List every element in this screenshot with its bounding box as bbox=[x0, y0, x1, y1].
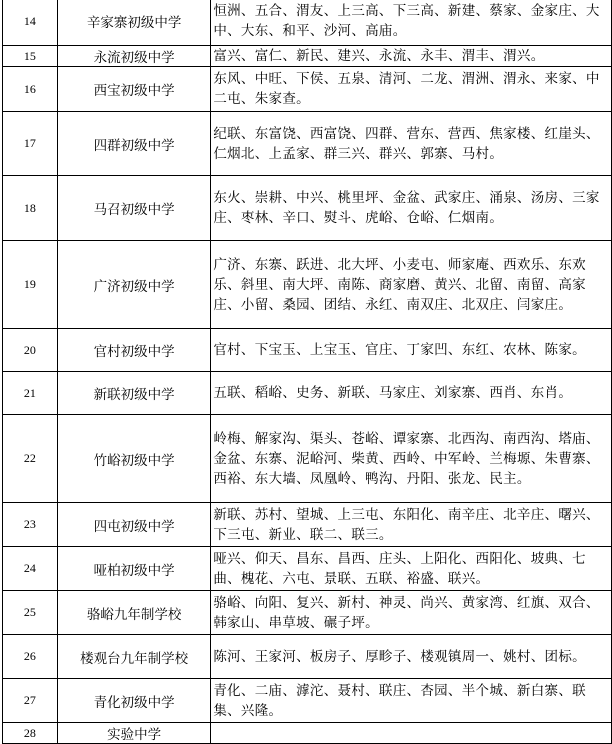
table-row bbox=[3, 0, 612, 46]
table-row bbox=[3, 591, 612, 635]
school-name: 新联初级中学 bbox=[57, 372, 210, 415]
village-list: 岭梅、解家沟、渠头、苍峪、谭家寨、北西沟、南西沟、塔庙、金盆、东寨、泥峪河、柴黄、西岭、中军岭、兰梅塬、朱曹寨、西裕、东大墙、凤凰岭、鸭沟、丹阳、张龙、民主。 bbox=[211, 415, 612, 503]
table-row bbox=[3, 635, 612, 679]
table-row bbox=[3, 67, 612, 112]
table-row bbox=[3, 112, 612, 176]
table-row bbox=[3, 723, 612, 744]
table-row bbox=[3, 547, 612, 591]
village-list: 青化、二庙、滹沱、聂村、联庄、杏园、半个城、新白寨、联集、兴隆。 bbox=[211, 679, 612, 723]
row-number: 22 bbox=[3, 415, 58, 503]
village-list: 富兴、富仁、新民、建兴、永流、永丰、渭丰、渭兴。 bbox=[211, 46, 612, 67]
table-body bbox=[3, 0, 612, 744]
school-name: 马召初级中学 bbox=[57, 176, 210, 241]
school-name: 四群初级中学 bbox=[57, 112, 210, 176]
row-number: 17 bbox=[3, 112, 58, 176]
school-name: 广济初级中学 bbox=[57, 241, 210, 329]
row-number: 26 bbox=[3, 635, 58, 679]
school-name: 竹峪初级中学 bbox=[57, 415, 210, 503]
table-row bbox=[3, 372, 612, 415]
table-row bbox=[3, 679, 612, 723]
school-name: 官村初级中学 bbox=[57, 329, 210, 372]
row-number: 15 bbox=[3, 46, 58, 67]
row-number: 14 bbox=[3, 0, 58, 46]
village-list: 东火、崇耕、中兴、桃里坪、金盆、武家庄、涌泉、汤房、三家庄、枣林、辛口、熨斗、虎峪、仓峪、仁烟南。 bbox=[211, 176, 612, 241]
row-number: 20 bbox=[3, 329, 58, 372]
school-district-table bbox=[2, 0, 612, 744]
table-row bbox=[3, 176, 612, 241]
village-list: 广济、东寨、跃进、北大坪、小麦屯、师家庵、西欢乐、东欢乐、斜里、南大坪、南陈、商家磨、黄兴、北留、南留、高家庄、小留、桑园、团结、永红、南双庄、北双庄、闫家庄。 bbox=[211, 241, 612, 329]
village-list bbox=[211, 723, 612, 744]
school-name: 实验中学 bbox=[57, 723, 210, 744]
village-list: 陈河、王家河、板房子、厚畛子、楼观镇周一、姚村、团标。 bbox=[211, 635, 612, 679]
village-list: 新联、苏村、望城、上三屯、东阳化、南辛庄、北辛庄、曙兴、下三屯、新业、联二、联三。 bbox=[211, 503, 612, 547]
row-number: 21 bbox=[3, 372, 58, 415]
village-list: 纪联、东富饶、西富饶、四群、营东、营西、焦家楼、红崖头、仁烟北、上孟家、群三兴、群兴、郭寨、马村。 bbox=[211, 112, 612, 176]
village-list: 五联、稻峪、史务、新联、马家庄、刘家寨、西肖、东肖。 bbox=[211, 372, 612, 415]
row-number: 18 bbox=[3, 176, 58, 241]
row-number: 19 bbox=[3, 241, 58, 329]
row-number: 28 bbox=[3, 723, 58, 744]
village-list: 恒洲、五合、渭友、上三高、下三高、新建、蔡家、金家庄、大中、大东、和平、沙河、高庙。 bbox=[211, 0, 612, 46]
row-number: 27 bbox=[3, 679, 58, 723]
row-number: 25 bbox=[3, 591, 58, 635]
table-row bbox=[3, 46, 612, 67]
village-list: 官村、下宝玉、上宝玉、官庄、丁家凹、东红、农林、陈家。 bbox=[211, 329, 612, 372]
school-name: 辛家寨初级中学 bbox=[57, 0, 210, 46]
school-name: 西宝初级中学 bbox=[57, 67, 210, 112]
village-list: 骆峪、向阳、复兴、新村、神灵、尚兴、黄家湾、红旗、双合、韩家山、串草坡、碾子坪。 bbox=[211, 591, 612, 635]
village-list: 哑兴、仰天、昌东、昌西、庄头、上阳化、西阳化、坡典、七曲、槐花、六屯、景联、五联、裕盛、联兴。 bbox=[211, 547, 612, 591]
table-row bbox=[3, 241, 612, 329]
school-name: 楼观台九年制学校 bbox=[57, 635, 210, 679]
table-row bbox=[3, 415, 612, 503]
row-number: 24 bbox=[3, 547, 58, 591]
table-row bbox=[3, 503, 612, 547]
row-number: 23 bbox=[3, 503, 58, 547]
row-number: 16 bbox=[3, 67, 58, 112]
school-name: 青化初级中学 bbox=[57, 679, 210, 723]
school-name: 永流初级中学 bbox=[57, 46, 210, 67]
table-row bbox=[3, 329, 612, 372]
school-name: 哑柏初级中学 bbox=[57, 547, 210, 591]
village-list: 东风、中旺、下侯、五泉、清河、二龙、渭洲、渭永、来家、中二屯、朱家查。 bbox=[211, 67, 612, 112]
school-name: 四屯初级中学 bbox=[57, 503, 210, 547]
school-name: 骆峪九年制学校 bbox=[57, 591, 210, 635]
